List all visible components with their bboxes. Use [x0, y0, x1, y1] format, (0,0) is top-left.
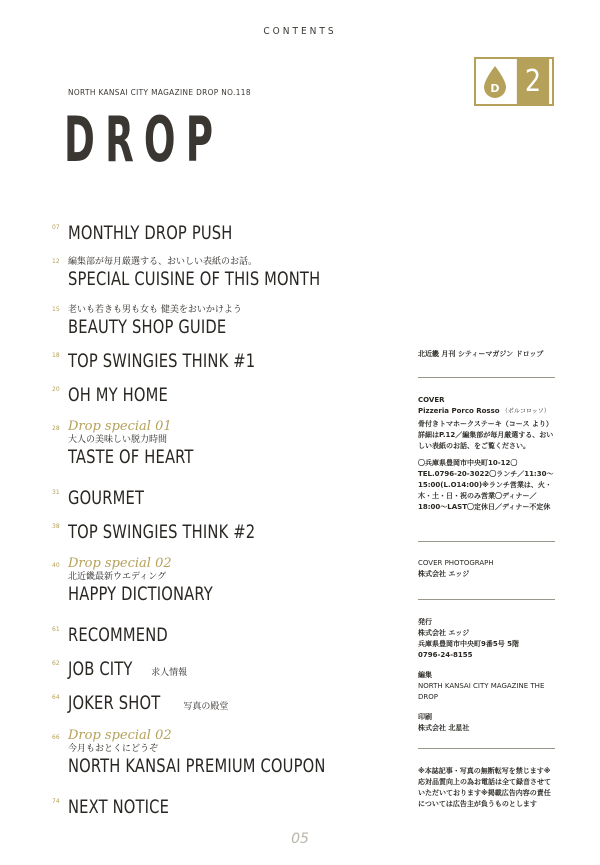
toc-special-label: Drop special 01	[68, 419, 172, 434]
toc-page-number: 12	[52, 258, 60, 265]
toc-page-number: 31	[52, 489, 60, 496]
drop-logo: DROP	[64, 103, 224, 176]
toc-title: NORTH KANSAI PREMIUM COUPON	[68, 755, 326, 777]
toc-subtitle: 大人の美味しい脱力時間	[68, 435, 168, 445]
toc-title: RECOMMEND	[68, 624, 168, 646]
toc-special-label: Drop special 02	[68, 556, 172, 571]
toc-title: TOP SWINGIES THINK #1	[68, 350, 256, 372]
toc-page-number: 15	[52, 306, 60, 313]
drop-icon	[476, 59, 514, 104]
toc-title: NEXT NOTICE	[68, 796, 170, 818]
cover-shop-kana: （ポルコロッソ）	[501, 408, 550, 415]
toc-title: JOB CITY	[68, 658, 133, 680]
editor-name: NORTH KANSAI CITY MAGAZINE THE DROP	[418, 682, 545, 701]
toc-page-number: 40	[52, 562, 60, 569]
publisher-label: 発行	[418, 618, 432, 626]
publisher-info	[418, 617, 555, 734]
cover-shop: Pizzeria Porco Rosso	[418, 407, 500, 415]
toc-page-number: 28	[52, 425, 60, 432]
toc-page-number: 74	[52, 798, 60, 805]
toc-subtitle: 編集部が毎月厳選する、おいしい表紙のお話。	[68, 257, 258, 267]
toc-title: JOKER SHOT	[68, 692, 161, 714]
magazine-issue-line: NORTH KANSAI CITY MAGAZINE DROP NO.118	[68, 88, 251, 97]
toc-title: TOP SWINGIES THINK #2	[68, 521, 256, 543]
publisher-address: 兵庫県豊岡市中央町9番5号 5階	[418, 640, 520, 648]
toc-special-label: Drop special 02	[68, 728, 172, 743]
toc-tag: 写真の殿堂	[183, 702, 229, 712]
toc-page-number: 62	[52, 660, 60, 667]
toc-page-number: 38	[52, 523, 60, 530]
divider	[418, 748, 555, 749]
copyright-notice: ※本誌記事・写真の無断転写を禁じます※応対品質向上の為お電話は全て録音させていただいております※掲載広告内容の責任については広告主が負うものとします	[418, 767, 551, 808]
toc-tag: 求人情報	[151, 668, 188, 678]
toc-title: TASTE OF HEART	[68, 446, 194, 468]
toc-page-number: 18	[52, 352, 60, 359]
toc-title: OH MY HOME	[68, 384, 168, 406]
toc-page-number: 66	[52, 734, 60, 741]
cover-address: 〇兵庫県豊岡市中央町10-12〇TEL.0796-20-3022〇ランチ／11:30〜15:00(L.O14:00)※ランチ営業は、火・木・土・日・祝のみ営業〇ディナー／18:00〜LAST〇定休日／ディナー不定休	[418, 459, 554, 511]
divider	[418, 541, 555, 542]
cover-description: 骨付きトマホークステーキ（コース より）詳細はP.12／編集部が毎月厳選する、おいしい表紙のお話、をご覧ください。	[418, 420, 554, 450]
toc-page-number: 07	[52, 224, 60, 231]
publisher-tel: 0796-24-8155	[418, 651, 473, 659]
toc-subtitle: 今月もおとくにどうぞ	[68, 744, 159, 754]
issue-badge	[474, 57, 554, 106]
divider	[418, 599, 555, 600]
badge-number: 2	[517, 59, 549, 104]
toc-page-number: 20	[52, 386, 60, 393]
toc-page-number: 64	[52, 694, 60, 701]
photo-company: 株式会社 エッジ	[418, 570, 470, 578]
toc-title: GOURMET	[68, 487, 145, 509]
printer-label: 印刷	[418, 713, 432, 721]
page-number: 05	[291, 831, 309, 847]
toc-title: BEAUTY SHOP GUIDE	[68, 316, 227, 338]
toc-subtitle: 北近畿最新ウエディング	[68, 572, 167, 582]
editor-label: 編集	[418, 671, 432, 679]
contents-label: CONTENTS	[263, 26, 337, 37]
photo-label: COVER PHOTOGRAPH	[418, 559, 494, 567]
toc-title: HAPPY DICTIONARY	[68, 583, 213, 605]
toc-page-number: 61	[52, 626, 60, 633]
toc-title: MONTHLY DROP PUSH	[68, 222, 233, 244]
divider	[418, 377, 555, 378]
cover-info	[418, 395, 555, 513]
badge-letter: D	[490, 81, 500, 95]
publisher-company: 株式会社 エッジ	[418, 629, 470, 637]
magazine-name-jp: 北近畿 月刊 シティーマガジン ドロップ	[418, 350, 544, 358]
toc-subtitle: 老いも若きも男も女も 健美をおいかけよう	[68, 305, 242, 315]
printer-company: 株式会社 北星社	[418, 724, 470, 732]
cover-label: COVER	[418, 396, 445, 404]
cover-photograph	[418, 558, 555, 580]
toc-title: SPECIAL CUISINE OF THIS MONTH	[68, 268, 321, 290]
